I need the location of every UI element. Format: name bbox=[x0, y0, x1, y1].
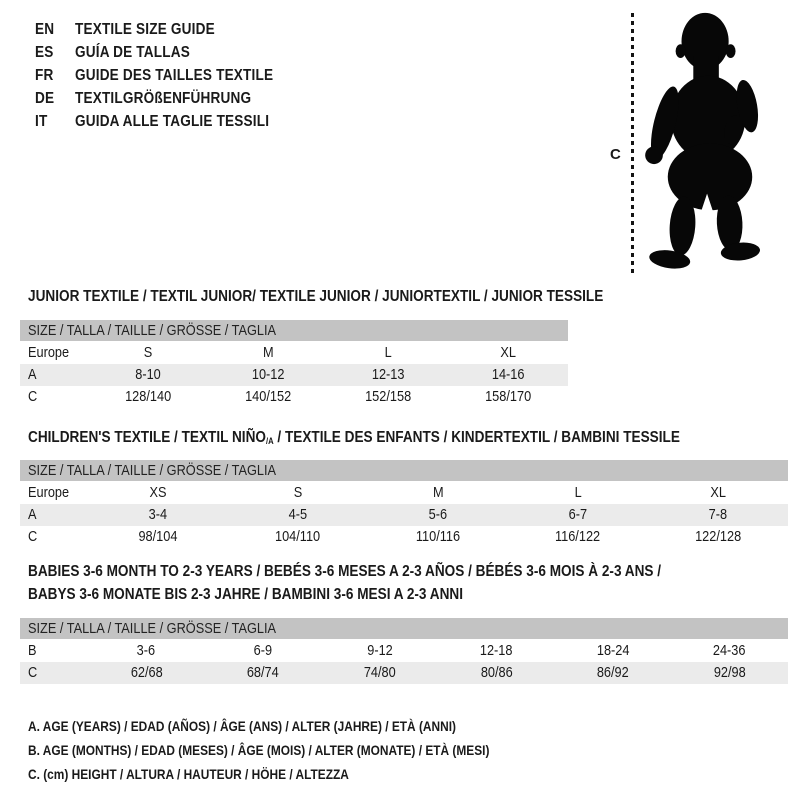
table-cell: 18-24 bbox=[596, 642, 630, 659]
table-cell: 98/104 bbox=[138, 528, 178, 545]
table-row bbox=[20, 640, 788, 662]
table-row bbox=[20, 386, 568, 408]
table-cell: 110/116 bbox=[415, 528, 461, 545]
table-cell: XL bbox=[500, 344, 516, 361]
table-cell: 104/110 bbox=[275, 528, 321, 545]
table-cell: 152/158 bbox=[364, 388, 412, 405]
language-title: GUIDA ALLE TAGLIE TESSILI bbox=[75, 113, 270, 130]
language-code: DE bbox=[35, 90, 55, 107]
table-cell: 4-5 bbox=[288, 506, 308, 523]
language-code: EN bbox=[35, 21, 55, 38]
size-header-bar: SIZE / TALLA / TAILLE / GRÖSSE / TAGLIA bbox=[20, 618, 788, 639]
table-cell: 5-6 bbox=[428, 506, 448, 523]
row-label: Europe bbox=[28, 344, 70, 361]
table-row bbox=[20, 504, 788, 526]
row-label: Europe bbox=[28, 484, 70, 501]
table-cell: 10-12 bbox=[251, 366, 285, 383]
table-cell: 12-18 bbox=[480, 642, 513, 659]
table-cell: 8-10 bbox=[135, 366, 161, 383]
row-label: C bbox=[28, 664, 38, 681]
footnote-c: C. (cm) HEIGHT / ALTURA / HAUTEUR / HÖHE / ALTEZZA bbox=[28, 766, 349, 782]
height-measure-line bbox=[631, 13, 634, 277]
table-cell: 14-16 bbox=[491, 366, 525, 383]
table-row bbox=[20, 364, 568, 386]
language-code: IT bbox=[35, 113, 48, 130]
table-cell: 3-6 bbox=[137, 642, 156, 659]
table-cell: 68/74 bbox=[247, 664, 279, 681]
table-cell: L bbox=[574, 484, 582, 501]
table-cell: S bbox=[143, 344, 153, 361]
row-label: A bbox=[28, 506, 37, 523]
table-cell: 140/152 bbox=[244, 388, 292, 405]
table-cell: 80/86 bbox=[480, 664, 513, 681]
table-cell: 6-7 bbox=[568, 506, 588, 523]
table-row bbox=[20, 482, 788, 504]
babies-size-table bbox=[20, 618, 788, 684]
table-cell: 12-13 bbox=[371, 366, 405, 383]
section-title-babies: BABIES 3-6 MONTH TO 2-3 YEARS / BEBÉS 3-6 MESES A 2-3 AÑOS / BÉBÉS 3-6 MOIS À 2-3 ANS / BABYS 3-6 MONATE BIS 2-3 JAHRE / BAMBINI 3-6 MESI A 2-3 ANNI bbox=[28, 563, 662, 603]
language-title-list bbox=[35, 18, 308, 133]
footnotes bbox=[28, 714, 571, 786]
table-cell: XL bbox=[710, 484, 726, 501]
size-header-bar: SIZE / TALLA / TAILLE / GRÖSSE / TAGLIA bbox=[20, 460, 788, 481]
table-cell: 62/68 bbox=[130, 664, 163, 681]
language-title: GUIDE DES TAILLES TEXTILE bbox=[75, 67, 274, 84]
table-cell: 158/170 bbox=[484, 388, 532, 405]
language-code: FR bbox=[35, 67, 54, 84]
table-cell: 24-36 bbox=[713, 642, 746, 659]
table-cell: 122/128 bbox=[694, 528, 742, 545]
table-cell: 9-12 bbox=[366, 642, 393, 659]
section-title-children: CHILDREN'S TEXTILE / TEXTIL NIÑO/A / TEXTILE DES ENFANTS / KINDERTEXTIL / BAMBINI TESSILE bbox=[28, 429, 680, 446]
toddler-silhouette bbox=[640, 5, 780, 280]
row-label: A bbox=[28, 366, 37, 383]
size-header-bar: SIZE / TALLA / TAILLE / GRÖSSE / TAGLIA bbox=[20, 320, 568, 341]
footnote-b: B. AGE (MONTHS) / EDAD (MESES) / ÂGE (MOIS) / ALTER (MONATE) / ETÀ (MESI) bbox=[28, 742, 490, 758]
table-cell: 74/80 bbox=[363, 664, 396, 681]
table-cell: 3-4 bbox=[148, 506, 168, 523]
table-cell: M bbox=[262, 344, 274, 361]
language-title: GUÍA DE TALLAS bbox=[75, 44, 190, 61]
table-cell: L bbox=[384, 344, 392, 361]
junior-size-table bbox=[20, 320, 568, 408]
language-title: TEXTILGRÖßENFÜHRUNG bbox=[75, 90, 252, 107]
table-cell: 128/140 bbox=[124, 388, 172, 405]
table-cell: 86/92 bbox=[597, 664, 629, 681]
table-row bbox=[20, 662, 788, 684]
table-row bbox=[20, 526, 788, 548]
row-label: C bbox=[28, 388, 38, 405]
language-row bbox=[35, 18, 308, 41]
table-cell: XS bbox=[149, 484, 167, 501]
children-size-table bbox=[20, 460, 788, 548]
row-label: B bbox=[28, 642, 37, 659]
language-title: TEXTILE SIZE GUIDE bbox=[75, 21, 215, 38]
language-code: ES bbox=[35, 44, 54, 61]
table-cell: 92/98 bbox=[713, 664, 746, 681]
table-cell: 6-9 bbox=[253, 642, 273, 659]
height-measure-label: C bbox=[610, 146, 621, 163]
table-row bbox=[20, 342, 568, 364]
table-cell: M bbox=[432, 484, 444, 501]
footnote-a: A. AGE (YEARS) / EDAD (AÑOS) / ÂGE (ANS) / ALTER (JAHRE) / ETÀ (ANNI) bbox=[28, 718, 456, 734]
row-label: C bbox=[28, 528, 38, 545]
language-row bbox=[35, 41, 308, 64]
section-title-junior: JUNIOR TEXTILE / TEXTIL JUNIOR/ TEXTILE JUNIOR / JUNIORTEXTIL / JUNIOR TESSILE bbox=[28, 288, 604, 305]
language-row bbox=[35, 87, 308, 110]
table-cell: S bbox=[293, 484, 303, 501]
subscript: /A bbox=[265, 436, 274, 446]
language-row bbox=[35, 64, 308, 87]
table-cell: 116/122 bbox=[555, 528, 601, 545]
language-row bbox=[35, 110, 308, 133]
table-cell: 7-8 bbox=[708, 506, 728, 523]
